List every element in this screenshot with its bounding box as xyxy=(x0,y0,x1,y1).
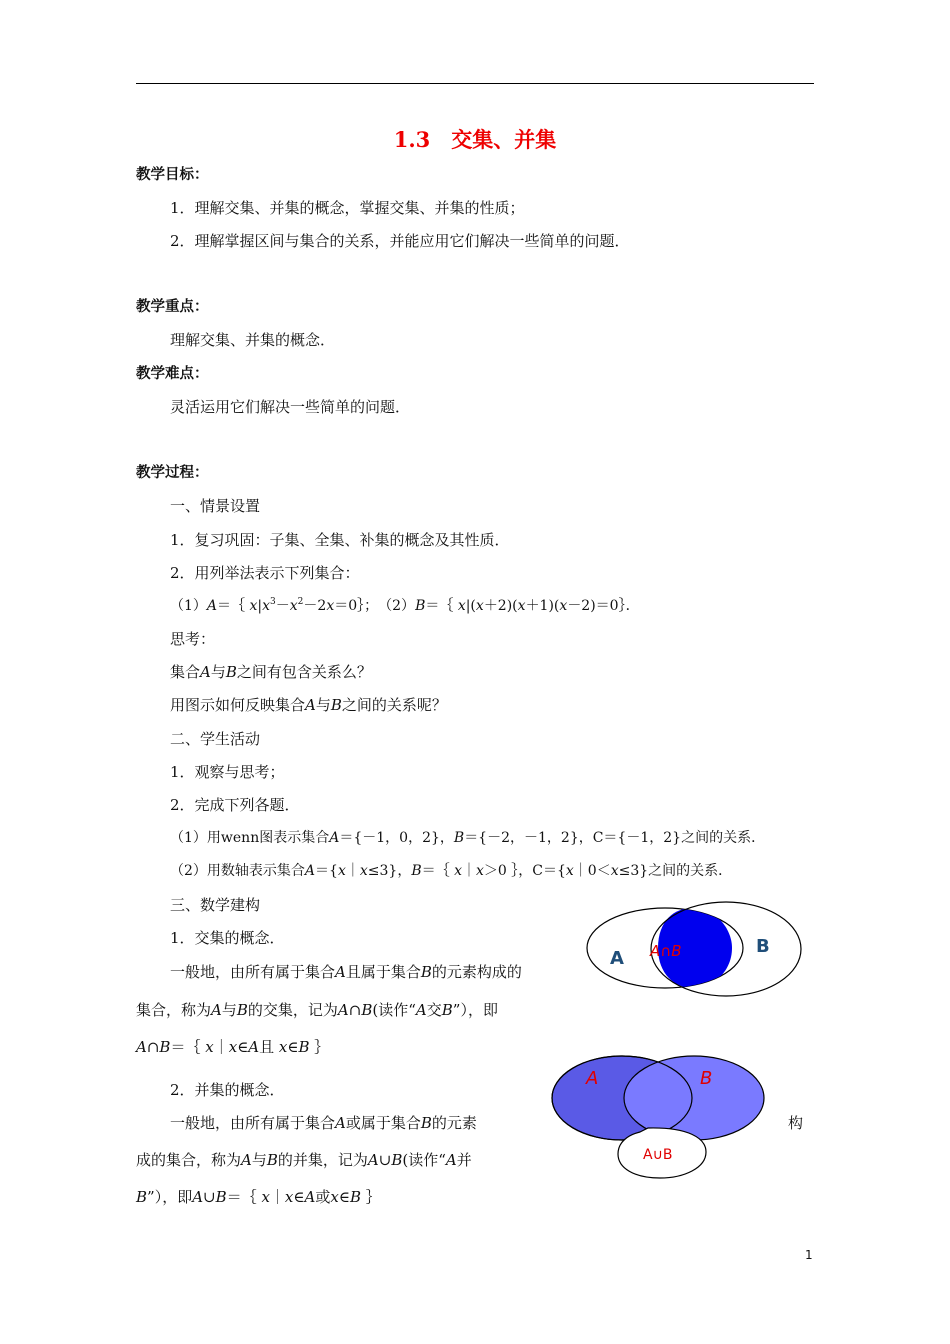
page-title: 1.3 交集、并集 xyxy=(393,127,557,152)
question: 用图示如何反映集合A与B之间的关系呢？ xyxy=(170,696,447,714)
header-rule xyxy=(136,83,814,84)
section-title: 一、情景设置 xyxy=(170,497,261,515)
exercise-item: （2）用数轴表示集合A＝{x｜x≤3}，B＝｛ x｜x＞0 ｝，C＝{x｜0＜x≤3}之间的关系． xyxy=(170,863,733,879)
list-item: 1．观察与思考； xyxy=(170,763,285,781)
difficulty-text: 灵活运用它们解决一些简单的问题． xyxy=(170,398,411,416)
venn-label-b: B xyxy=(756,936,770,957)
exercise-item: （1）用wenn图表示集合A＝{－1，0，2}，B＝{－2，－1，2}，C＝{－1，2}之间的关系． xyxy=(170,830,766,846)
list-item: 1．复习巩固：子集、全集、补集的概念及其性质． xyxy=(170,531,510,549)
key-point-heading: 教学重点： xyxy=(136,299,209,315)
process-heading: 教学过程： xyxy=(136,465,209,481)
list-item: 2．用列举法表示下列集合： xyxy=(170,564,360,582)
intersection-formula: A∩B＝｛ x｜x∈A且 x∈B ｝ xyxy=(136,1038,330,1056)
objective-item: 1．理解交集、并集的概念，掌握交集、并集的性质； xyxy=(170,199,525,217)
page-number: 1 xyxy=(805,1248,813,1262)
think-label: 思考： xyxy=(170,630,216,648)
union-definition-line-end: 构 xyxy=(788,1114,804,1132)
union-label-b: B xyxy=(700,1068,713,1089)
union-label-ab: A∪B xyxy=(643,1147,673,1163)
list-item: 1．交集的概念． xyxy=(170,929,285,947)
objectives-heading: 教学目标： xyxy=(136,167,209,183)
objective-item: 2．理解掌握区间与集合的关系，并能应用它们解决一些简单的问题． xyxy=(170,232,630,250)
union-venn-diagram xyxy=(548,1042,770,1182)
union-label-a: A xyxy=(586,1068,599,1089)
section-title: 三、数学建构 xyxy=(170,896,261,914)
union-formula: B”），即A∪B＝｛ x｜x∈A或x∈B ｝ xyxy=(136,1188,381,1206)
list-item: 2．完成下列各题． xyxy=(170,796,300,814)
intersection-definition-line: 集合，称为A与B的交集，记为A∩B(读作“A交B”），即 xyxy=(136,1001,498,1019)
key-point-text: 理解交集、并集的概念． xyxy=(170,331,336,349)
union-set-b-ellipse xyxy=(624,1056,764,1140)
difficulty-heading: 教学难点： xyxy=(136,366,209,382)
intersection-definition-line: 一般地，由所有属于集合A且属于集合B的元素构成的 xyxy=(170,963,522,981)
union-definition-line: 一般地，由所有属于集合A或属于集合B的元素 xyxy=(170,1114,477,1132)
venn-label-a: A xyxy=(610,948,624,969)
list-item: 2．并集的概念． xyxy=(170,1081,285,1099)
venn-label-intersection: A∩B xyxy=(650,942,682,960)
intersection-venn-diagram xyxy=(580,900,810,1002)
question: 集合A与B之间有包含关系么？ xyxy=(170,663,372,681)
section-title: 二、学生活动 xyxy=(170,730,261,748)
union-definition-line: 成的集合，称为A与B的并集，记为A∪B(读作“A并 xyxy=(136,1151,472,1169)
set-equation-line: （1）A＝｛ $x|x^3-x^2-2x=0\}$； （2）B＝｛ x|(x＋2)(x＋1)(x－2)＝0｝． xyxy=(170,597,640,614)
